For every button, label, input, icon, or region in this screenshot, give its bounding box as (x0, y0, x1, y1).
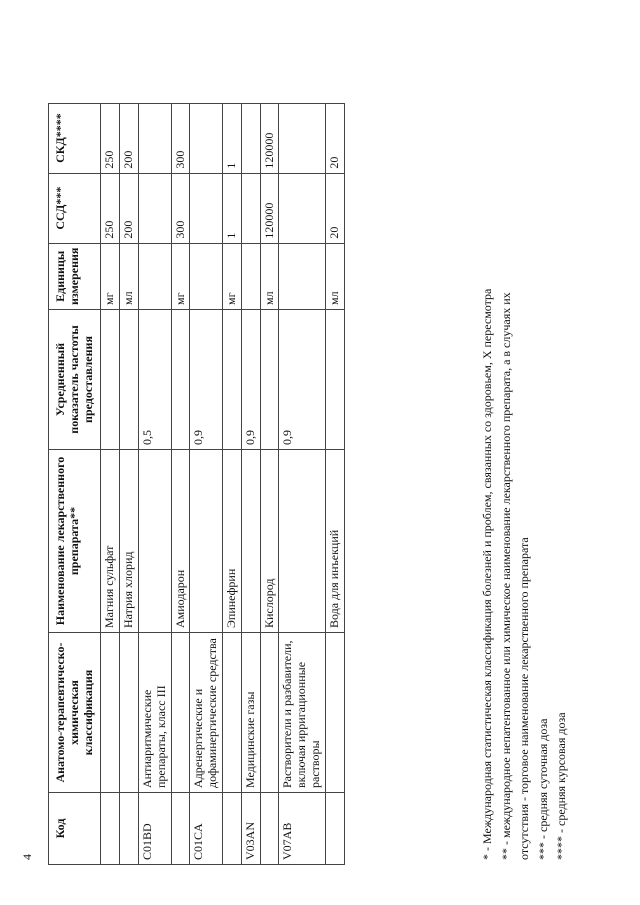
table-row (260, 103, 279, 864)
cell-code: C01BD (138, 793, 171, 865)
cell-drug: Кислород (260, 450, 279, 633)
cell-drug: Вода для инъекций (325, 450, 344, 633)
cell-frequency (120, 310, 139, 450)
cell-frequency: 0,9 (279, 310, 325, 450)
cell-unit: мл (260, 243, 279, 309)
header-unit: Единицы измерения (49, 243, 101, 309)
cell-frequency (171, 310, 190, 450)
cell-sdd: 20 (325, 173, 344, 243)
footnotes (478, 80, 571, 860)
cell-code (260, 793, 279, 865)
header-skd: СКД**** (49, 103, 101, 173)
cell-sdd (241, 173, 260, 243)
cell-code (101, 793, 120, 865)
table-row (138, 103, 171, 864)
cell-code (171, 793, 190, 865)
cell-frequency (222, 310, 241, 450)
cell-frequency: 0,9 (190, 310, 223, 450)
cell-drug (138, 450, 171, 633)
cell-unit (138, 243, 171, 309)
cell-frequency (101, 310, 120, 450)
footnote-icd: * - Международная статистическая классификация болезней и проблем, связанных со здоровьем, X пересмотра (480, 288, 494, 860)
cell-code: V07AB (279, 793, 325, 865)
cell-atc (120, 633, 139, 793)
cell-sdd: 1 (222, 173, 241, 243)
table-row (325, 103, 344, 864)
cell-sdd (138, 173, 171, 243)
cell-skd (241, 103, 260, 173)
cell-skd: 20 (325, 103, 344, 173)
cell-frequency (260, 310, 279, 450)
table-row (120, 103, 139, 864)
cell-atc: Антиаритмические препараты, класс III (138, 633, 171, 793)
cell-skd: 250 (101, 103, 120, 173)
cell-skd: 300 (171, 103, 190, 173)
cell-unit (241, 243, 260, 309)
header-frequency: Усредненный показатель частоты предоставления (49, 310, 101, 450)
cell-atc: Растворители и разбавители, включая ирригационные растворы (279, 633, 325, 793)
header-sdd: ССД*** (49, 173, 101, 243)
table-row (190, 103, 223, 864)
cell-unit: мг (222, 243, 241, 309)
cell-drug: Амиодарон (171, 450, 190, 633)
cell-code (120, 793, 139, 865)
table-row (241, 103, 260, 864)
header-drug: Наименование лекарственного препарата** (49, 450, 101, 633)
cell-atc (260, 633, 279, 793)
cell-sdd: 250 (101, 173, 120, 243)
cell-atc: Адренергические и дофаминергические средства (190, 633, 223, 793)
header-code: Код (49, 793, 101, 865)
cell-atc (171, 633, 190, 793)
cell-sdd: 300 (171, 173, 190, 243)
cell-unit (279, 243, 325, 309)
cell-unit: мл (120, 243, 139, 309)
cell-drug (279, 450, 325, 633)
footnote-inn-continued: отсутствия - торговое наименование лекарственного препарата (517, 537, 532, 860)
cell-drug (190, 450, 223, 633)
cell-sdd (190, 173, 223, 243)
cell-sdd: 200 (120, 173, 139, 243)
cell-atc (101, 633, 120, 793)
cell-drug (241, 450, 260, 633)
cell-atc (222, 633, 241, 793)
cell-code: V03AN (241, 793, 260, 865)
cell-frequency: 0,9 (241, 310, 260, 450)
cell-unit: мг (101, 243, 120, 309)
cell-sdd: 120000 (260, 173, 279, 243)
table-row (279, 103, 325, 864)
footnote-inn: ** - международное непатентованное или химическое наименование лекарственного препарата, а в случаях их (498, 292, 513, 860)
table-row (222, 103, 241, 864)
cell-unit (190, 243, 223, 309)
table-row (101, 103, 120, 864)
cell-skd: 120000 (260, 103, 279, 173)
cell-frequency (325, 310, 344, 450)
page-number: 4 (20, 854, 34, 860)
cell-drug: Магния сульфат (101, 450, 120, 633)
cell-sdd (279, 173, 325, 243)
cell-unit: мг (171, 243, 190, 309)
cell-code (325, 793, 344, 865)
table-row (171, 103, 190, 864)
cell-frequency: 0,5 (138, 310, 171, 450)
cell-atc: Медицинские газы (241, 633, 260, 793)
cell-skd: 1 (222, 103, 241, 173)
cell-drug: Эпинефрин (222, 450, 241, 633)
cell-atc (325, 633, 344, 793)
table-header-row (49, 103, 101, 864)
cell-skd (190, 103, 223, 173)
footnote-skd: **** - средняя курсовая доза (554, 712, 569, 860)
cell-skd: 200 (120, 103, 139, 173)
cell-code (222, 793, 241, 865)
header-atc: Анатомо-терапевтическо-химическая классификация (49, 633, 101, 793)
cell-code: C01CA (190, 793, 223, 865)
cell-unit: мл (325, 243, 344, 309)
cell-skd (138, 103, 171, 173)
footnote-sdd: *** - средняя суточная доза (535, 718, 550, 860)
cell-skd (279, 103, 325, 173)
cell-drug: Натрия хлорид (120, 450, 139, 633)
drug-table (48, 103, 345, 865)
